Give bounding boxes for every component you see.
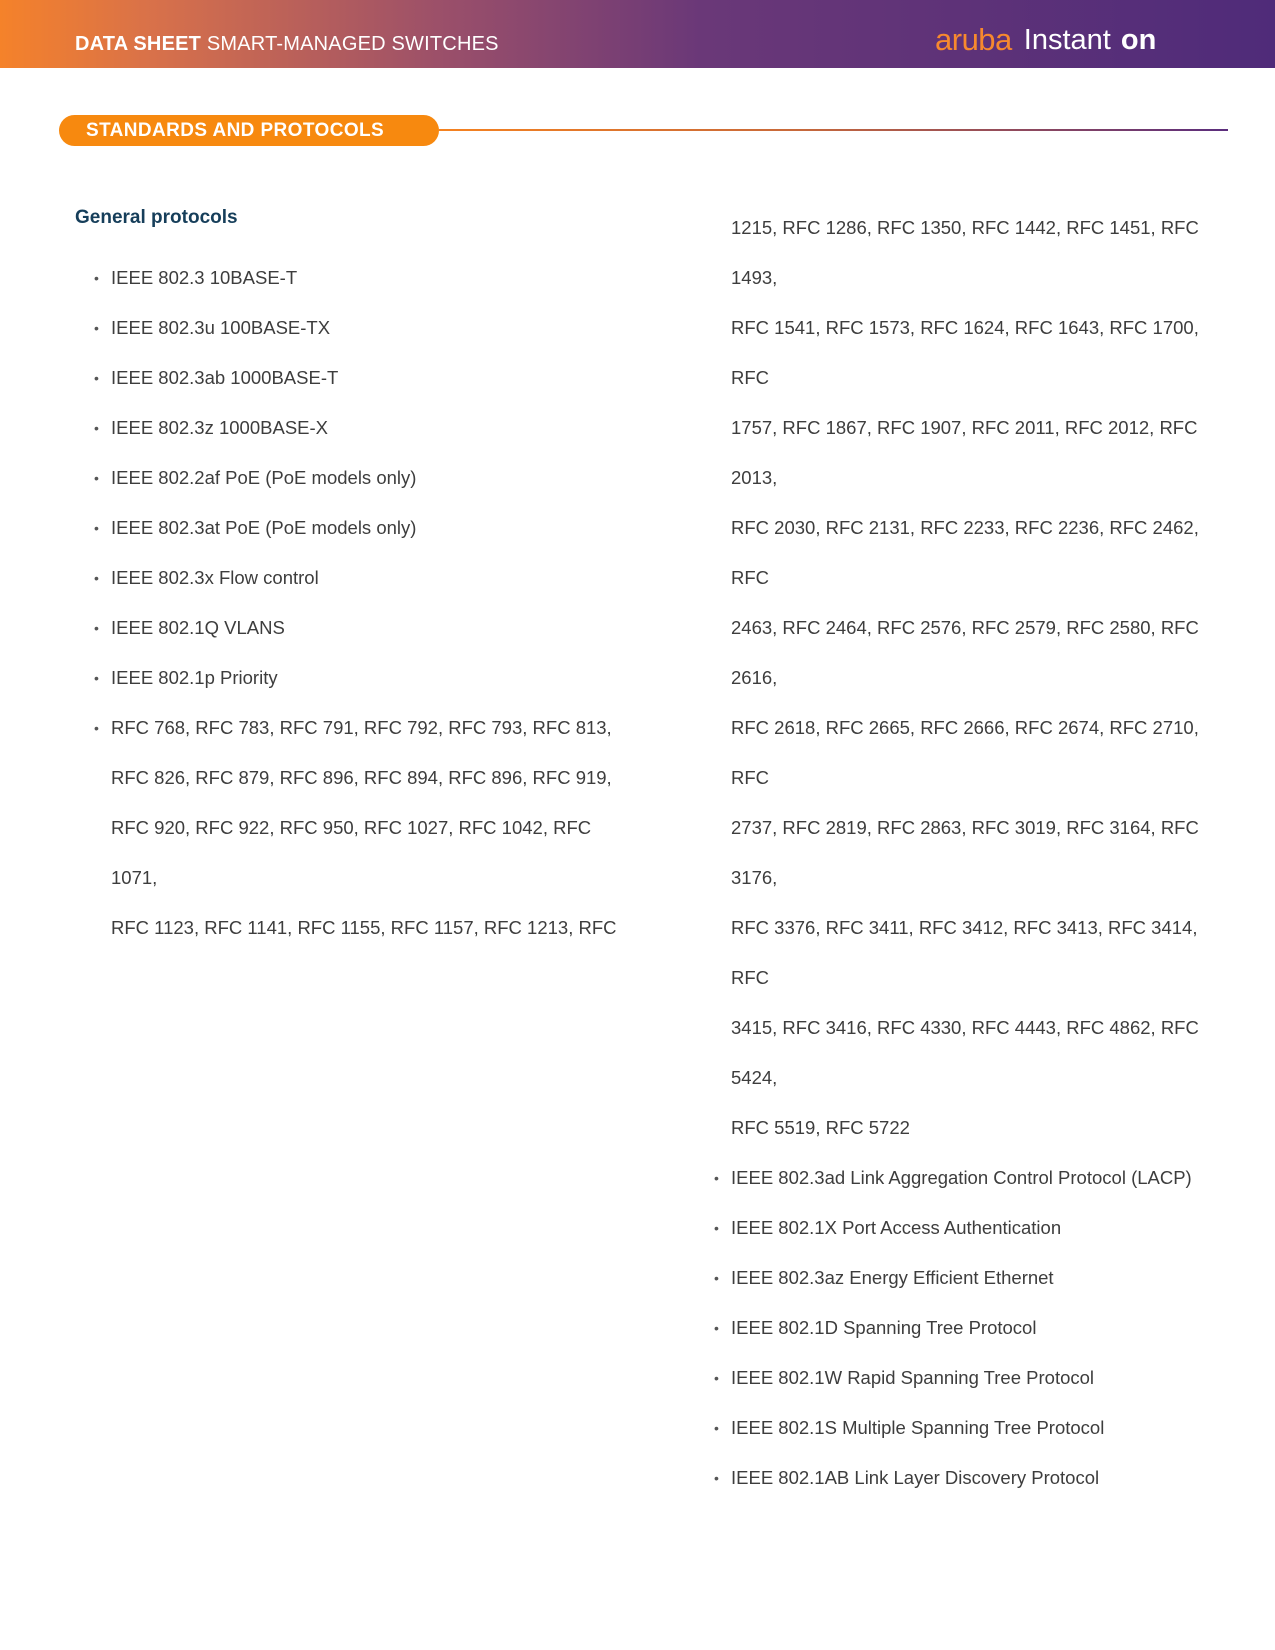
document-title	[75, 33, 499, 56]
list-item	[90, 453, 630, 503]
rfc-line: RFC 3376, RFC 3411, RFC 3412, RFC 3413, RFC 3414, RFC	[731, 917, 1198, 988]
rfc-line: 2737, RFC 2819, RFC 2863, RFC 3019, RFC 3164, RFC 3176,	[731, 817, 1199, 888]
page-header-banner	[0, 0, 1275, 68]
section-divider	[439, 129, 1228, 131]
bullet-icon: •	[94, 570, 99, 586]
rfc-line: 1215, RFC 1286, RFC 1350, RFC 1442, RFC 1451, RFC 1493,	[731, 217, 1199, 288]
rfc-line: RFC 2618, RFC 2665, RFC 2666, RFC 2674, RFC 2710, RFC	[731, 717, 1199, 788]
bullet-icon: •	[94, 320, 99, 336]
bullet-icon: •	[714, 1220, 719, 1236]
list-item-text: IEEE 802.1S Multiple Spanning Tree Protocol	[731, 1417, 1105, 1438]
rfc-line: 2463, RFC 2464, RFC 2576, RFC 2579, RFC 2580, RFC 2616,	[731, 617, 1199, 688]
bullet-icon: •	[94, 420, 99, 436]
list-item-text: IEEE 802.3x Flow control	[111, 567, 319, 588]
list-item-text: IEEE 802.3u 100BASE-TX	[111, 317, 331, 338]
list-item-text: IEEE 802.1D Spanning Tree Protocol	[731, 1317, 1037, 1338]
rfc-list-item	[90, 703, 630, 953]
rfc-line: RFC 2030, RFC 2131, RFC 2233, RFC 2236, RFC 2462, RFC	[731, 517, 1199, 588]
rfc-line: 3415, RFC 3416, RFC 4330, RFC 4443, RFC 4862, RFC 5424,	[731, 1017, 1199, 1088]
list-item-text: IEEE 802.1Q VLANS	[111, 617, 285, 638]
bullet-icon: •	[714, 1320, 719, 1336]
bullet-icon: •	[94, 370, 99, 386]
bullet-icon: •	[94, 720, 99, 736]
list-item-text: IEEE 802.3ab 1000BASE-T	[111, 367, 339, 388]
bullet-icon: •	[94, 520, 99, 536]
bullet-icon: •	[94, 270, 99, 286]
list-item	[90, 603, 630, 653]
document-type-label: DATA SHEET	[75, 33, 202, 55]
list-item	[90, 403, 630, 453]
rfc-line: RFC 826, RFC 879, RFC 896, RFC 894, RFC 896, RFC 919,	[111, 767, 612, 788]
bullet-icon: •	[94, 670, 99, 686]
logo-aruba-wordmark: aruba	[935, 22, 1012, 57]
bullet-icon: •	[714, 1470, 719, 1486]
list-item	[90, 353, 630, 403]
list-item	[710, 1353, 1230, 1403]
rfc-line: RFC 920, RFC 922, RFC 950, RFC 1027, RFC 1042, RFC 1071,	[111, 817, 592, 888]
list-item	[710, 1453, 1230, 1503]
rfc-line: 1757, RFC 1867, RFC 1907, RFC 2011, RFC 2012, RFC 2013,	[731, 417, 1198, 488]
list-item	[90, 253, 630, 303]
list-item	[90, 653, 630, 703]
list-item	[710, 1203, 1230, 1253]
rfc-line: RFC 768, RFC 783, RFC 791, RFC 792, RFC 793, RFC 813,	[111, 717, 612, 738]
left-protocol-list	[90, 253, 630, 953]
list-item	[90, 553, 630, 603]
list-item	[710, 1303, 1230, 1353]
bullet-icon: •	[94, 470, 99, 486]
logo-instant-wordmark: Instant	[1023, 24, 1111, 56]
rfc-line: RFC 1541, RFC 1573, RFC 1624, RFC 1643, RFC 1700, RFC	[731, 317, 1199, 388]
aruba-instant-on-logo	[935, 22, 1156, 58]
rfc-line: RFC 5519, RFC 5722	[731, 1117, 910, 1138]
document-subject-label: SMART-MANAGED SWITCHES	[206, 33, 499, 55]
bullet-icon: •	[714, 1370, 719, 1386]
list-item	[710, 1403, 1230, 1453]
right-protocol-list	[710, 203, 1230, 1503]
list-item-text: IEEE 802.3ad Link Aggregation Control Protocol (LACP)	[731, 1167, 1192, 1188]
list-item	[710, 1153, 1230, 1203]
list-item-text: IEEE 802.3 10BASE-T	[111, 267, 298, 288]
list-item-text: IEEE 802.1X Port Access Authentication	[731, 1217, 1062, 1238]
bullet-icon: •	[94, 620, 99, 636]
list-item	[90, 303, 630, 353]
rfc-list-item-continued	[710, 203, 1230, 1153]
list-item-text: IEEE 802.1p Priority	[111, 667, 278, 688]
list-item-text: IEEE 802.3z 1000BASE-X	[111, 417, 328, 438]
list-item-text: IEEE 802.2af PoE (PoE models only)	[111, 467, 417, 488]
list-item	[90, 503, 630, 553]
list-item-text: IEEE 802.3at PoE (PoE models only)	[111, 517, 417, 538]
list-item	[710, 1253, 1230, 1303]
section-title: STANDARDS AND PROTOCOLS	[59, 115, 439, 146]
logo-on-wordmark: on	[1120, 24, 1157, 56]
list-item-text: IEEE 802.1AB Link Layer Discovery Protocol	[731, 1467, 1100, 1488]
general-protocols-heading: General protocols	[75, 207, 238, 228]
bullet-icon: •	[714, 1420, 719, 1436]
list-item-text: IEEE 802.1W Rapid Spanning Tree Protocol	[731, 1367, 1095, 1388]
bullet-icon: •	[714, 1170, 719, 1186]
bullet-icon: •	[714, 1270, 719, 1286]
rfc-line: RFC 1123, RFC 1141, RFC 1155, RFC 1157, RFC 1213, RFC	[111, 917, 617, 938]
list-item-text: IEEE 802.3az Energy Efficient Ethernet	[731, 1267, 1054, 1288]
